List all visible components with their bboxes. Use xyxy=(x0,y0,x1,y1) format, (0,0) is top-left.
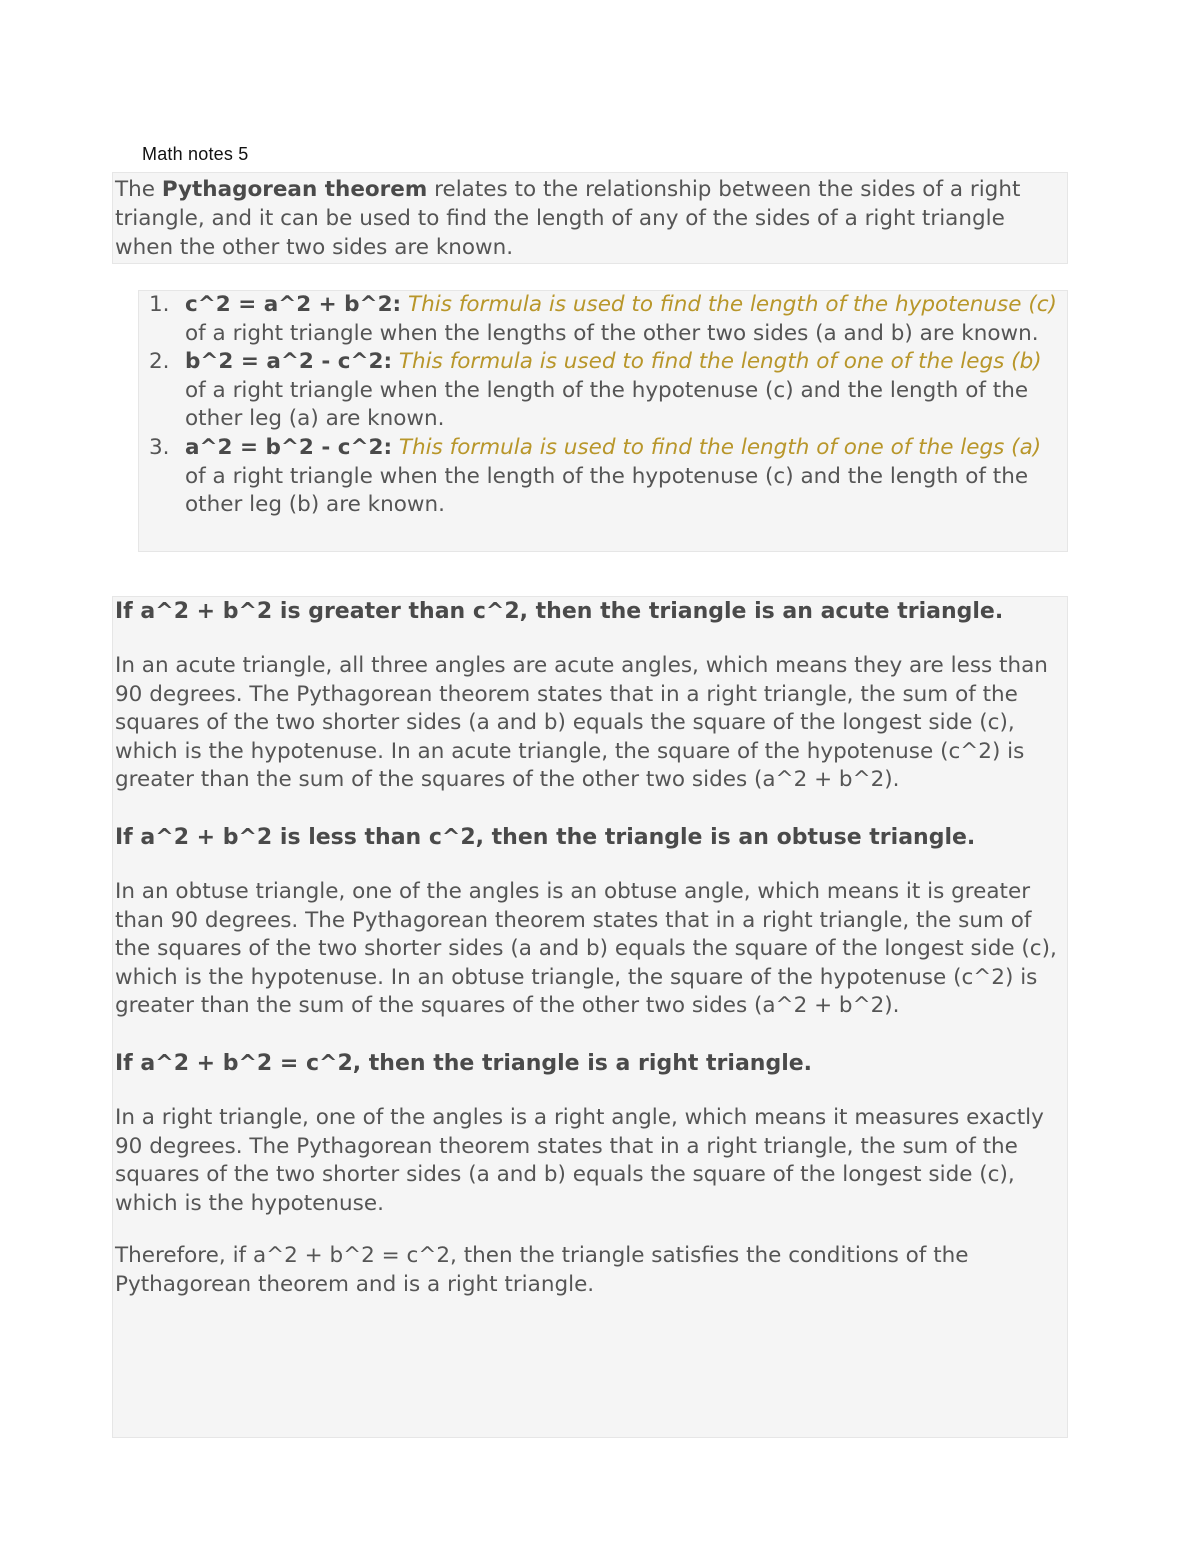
formula-list xyxy=(139,291,1067,520)
formula-number: 1. xyxy=(149,292,170,317)
formula-item xyxy=(139,434,1067,520)
acute-body: In an acute triangle, all three angles are acute angles, which means they are less than 90 degrees. The Pythagorean theorem states that in a right triangle, the sum of the squares of the two shorter sides (a and b) equals the square of the longest side (c), which is the hypotenuse. In an acute triangle, the square of the hypotenuse (c^2) is greater than the sum of the squares of the other two sides (a^2 + b^2). xyxy=(115,653,1048,793)
formula-item xyxy=(139,348,1067,434)
formula-description: of a right triangle when the lengths of the other two sides (a and b) are known. xyxy=(185,320,1039,346)
formula-description: of a right triangle when the length of the hypotenuse (c) and the length of the other leg (b) are known. xyxy=(185,463,1029,518)
intro-suffix: relates to the relationship between the sides of a right triangle, and it can be used to find the length of any of the sides of a right triangle when the other two sides are known. xyxy=(115,177,1021,260)
formula-list-block xyxy=(138,290,1068,552)
right-body: In a right triangle, one of the angles is a right angle, which means it measures exactly 90 degrees. The Pythagorean theorem states that in a right triangle, the sum of the squares of the two shorter sides (a and b) equals the square of the longest side (c), which is the hypotenuse. xyxy=(115,1104,1044,1216)
formula-expression: a^2 = b^2 - c^2: xyxy=(185,434,393,460)
formula-emphasis: This formula is used to find the length of one of the legs (a) xyxy=(398,434,1042,460)
right-heading: If a^2 + b^2 = c^2, then the triangle is a right triangle. xyxy=(115,1050,813,1076)
intro-bold-term: Pythagorean theorem xyxy=(161,177,428,202)
obtuse-heading: If a^2 + b^2 is less than c^2, then the triangle is an obtuse triangle. xyxy=(115,824,976,850)
acute-heading: If a^2 + b^2 is greater than c^2, then the triangle is an acute triangle. xyxy=(115,599,1004,624)
formula-expression: c^2 = a^2 + b^2: xyxy=(185,292,402,317)
intro-prefix: The xyxy=(115,177,162,202)
formula-number: 3. xyxy=(149,434,170,460)
formula-number: 2. xyxy=(149,349,170,375)
formula-emphasis: This formula is used to find the length of one of the legs (b) xyxy=(398,349,1042,375)
page-title: Math notes 5 xyxy=(142,144,249,164)
formula-item xyxy=(139,291,1067,348)
conclusion: Therefore, if a^2 + b^2 = c^2, then the triangle satisfies the conditions of the Pythagorean theorem and is a right triangle. xyxy=(115,1243,969,1297)
intro-block xyxy=(112,172,1068,264)
formula-description: of a right triangle when the length of the hypotenuse (c) and the length of the other leg (a) are known. xyxy=(185,377,1029,432)
formula-emphasis: This formula is used to find the length of the hypotenuse (c) xyxy=(407,292,1057,317)
formula-expression: b^2 = a^2 - c^2: xyxy=(185,349,393,375)
obtuse-body: In an obtuse triangle, one of the angles is an obtuse angle, which means it is greater than 90 degrees. The Pythagorean theorem states that in a right triangle, the sum of the squares of the two shorter sides (a and b) equals the square of the longest side (c), which is the hypotenuse. In an obtuse triangle, the square of the hypotenuse (c^2) is greater than the sum of the squares of the other two sides (a^2 + b^2). xyxy=(115,878,1057,1019)
triangle-types-block xyxy=(112,596,1068,1438)
